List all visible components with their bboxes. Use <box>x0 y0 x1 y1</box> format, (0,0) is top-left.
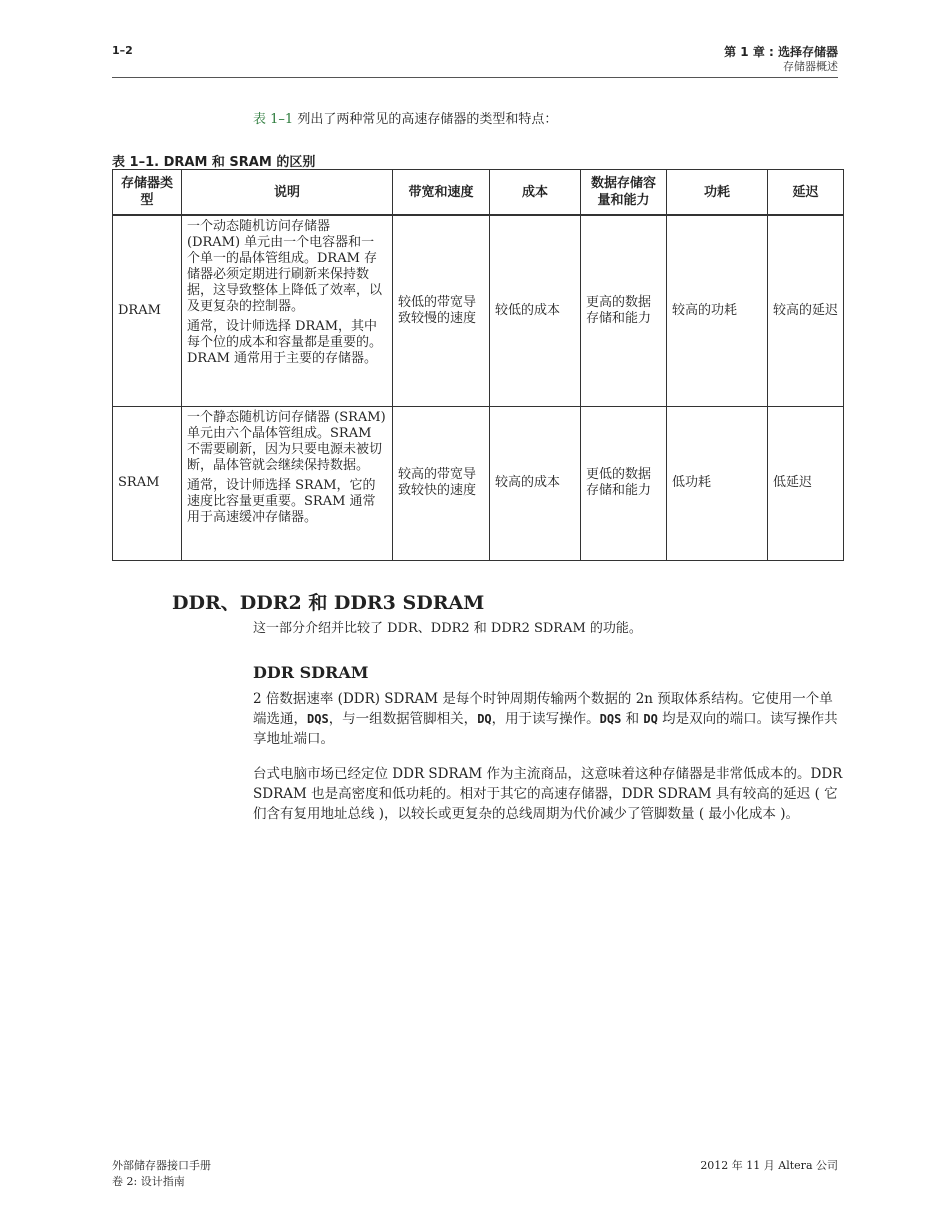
header-capacity: 数据存储容量和能力 <box>581 170 667 216</box>
volume-title: 卷 2: 设计指南 <box>112 1175 185 1188</box>
intro-sentence <box>253 111 557 129</box>
signal-name: DQ <box>643 712 658 726</box>
cell-cost: 较低的成本 <box>490 215 581 406</box>
subsection-heading: DDR SDRAM <box>253 663 369 682</box>
paragraph-text: 均是双向的端口。读写操作共享地址端口。 <box>253 711 838 747</box>
cell-bandwidth: 较低的带宽导致较慢的速度 <box>393 215 490 406</box>
header-latency: 延迟 <box>768 170 844 216</box>
section-heading: DDR、DDR2 和 DDR3 SDRAM <box>172 592 485 614</box>
description-paragraph: 通常，设计师选择 SRAM，它的速度比容量更重要。SRAM 通常用于高速缓冲存储器。 <box>187 477 376 525</box>
cell-type: DRAM <box>113 215 182 406</box>
section-intro: 这一部分介绍并比较了 DDR、DDR2 和 DDR2 SDRAM 的功能。 <box>253 621 642 636</box>
footer-left <box>112 1158 211 1190</box>
header-divider <box>112 77 838 78</box>
comparison-table <box>112 169 844 561</box>
header-description: 说明 <box>182 170 393 216</box>
description-paragraph: 一个动态随机访问存储器 (DRAM) 单元由一个电容器和一个单一的晶体管组成。DRAM 存储器必须定期进行刷新来保持数据，这导致整体上降低了效率，以及更复杂的控制器。 <box>187 219 383 314</box>
table-caption: 表 1–1. DRAM 和 SRAM 的区别 <box>112 155 316 170</box>
signal-name: DQ <box>477 712 492 726</box>
paragraph-text: ，用于读写操作。 <box>491 711 600 727</box>
header-cost: 成本 <box>490 170 581 216</box>
body-paragraph: 台式电脑市场已经定位 DDR SDRAM 作为主流商品，这意味着这种存储器是非常低成本的。DDR SDRAM 也是高密度和低功耗的。相对于其它的高速存储器，DDR SDRAM 具有较高的延迟 ( 它们含有复用地址总线 )，以较长或更复杂的总线周期为代价减少了管脚数量 ( 最小化成本 )。 <box>253 766 843 822</box>
cell-description <box>182 215 393 406</box>
cell-cost: 较高的成本 <box>490 406 581 560</box>
cell-bandwidth: 较高的带宽导致较快的速度 <box>393 406 490 560</box>
cell-power: 较高的功耗 <box>667 215 768 406</box>
description-paragraph: 通常，设计师选择 DRAM，其中每个位的成本和容量都是重要的。DRAM 通常用于主要的存储器。 <box>187 319 383 366</box>
cell-description <box>182 406 393 560</box>
cell-power: 低功耗 <box>667 406 768 560</box>
body-paragraph <box>253 689 843 749</box>
header-memory-type: 存储器类型 <box>113 170 182 216</box>
signal-name: DQS <box>307 712 329 726</box>
cell-capacity: 更低的数据存储和能力 <box>581 406 667 560</box>
table-row <box>113 406 844 560</box>
paragraph-text: ，与一组数据管脚相关， <box>328 711 478 727</box>
chapter-title: 第 1 章 : 选择存储器 <box>724 45 838 59</box>
description-paragraph: 一个静态随机访问存储器 (SRAM) 单元由六个晶体管组成。SRAM 不需要刷新，因为只要电源未被切断，晶体管就会继续保持数据。 <box>187 409 386 473</box>
cell-latency: 较高的延迟 <box>768 215 844 406</box>
table-row <box>113 215 844 406</box>
footer-date-company: 2012 年 11 月 Altera 公司 <box>700 1159 838 1172</box>
table-cross-reference-link[interactable]: 表 1–1 <box>253 112 294 127</box>
cell-type: SRAM <box>113 406 182 560</box>
table-header-row <box>113 170 844 216</box>
cell-capacity: 更高的数据存储和能力 <box>581 215 667 406</box>
page-number: 1–2 <box>112 44 133 57</box>
section-name: 存储器概述 <box>783 60 838 73</box>
running-header <box>724 44 838 74</box>
signal-name: DQS <box>599 712 622 726</box>
header-power: 功耗 <box>667 170 768 216</box>
header-bandwidth: 带宽和速度 <box>393 170 490 216</box>
paragraph-text: 2 倍数据速率 (DDR) SDRAM 是每个时钟周期传输两个数据的 2n 预取体系结构。它使用一个单端选通， <box>253 691 833 727</box>
paragraph-text: 和 <box>621 711 644 727</box>
cell-latency: 低延迟 <box>768 406 844 560</box>
intro-text: 列出了两种常见的高速存储器的类型和特点： <box>293 112 558 127</box>
manual-title: 外部储存器接口手册 <box>112 1159 211 1172</box>
